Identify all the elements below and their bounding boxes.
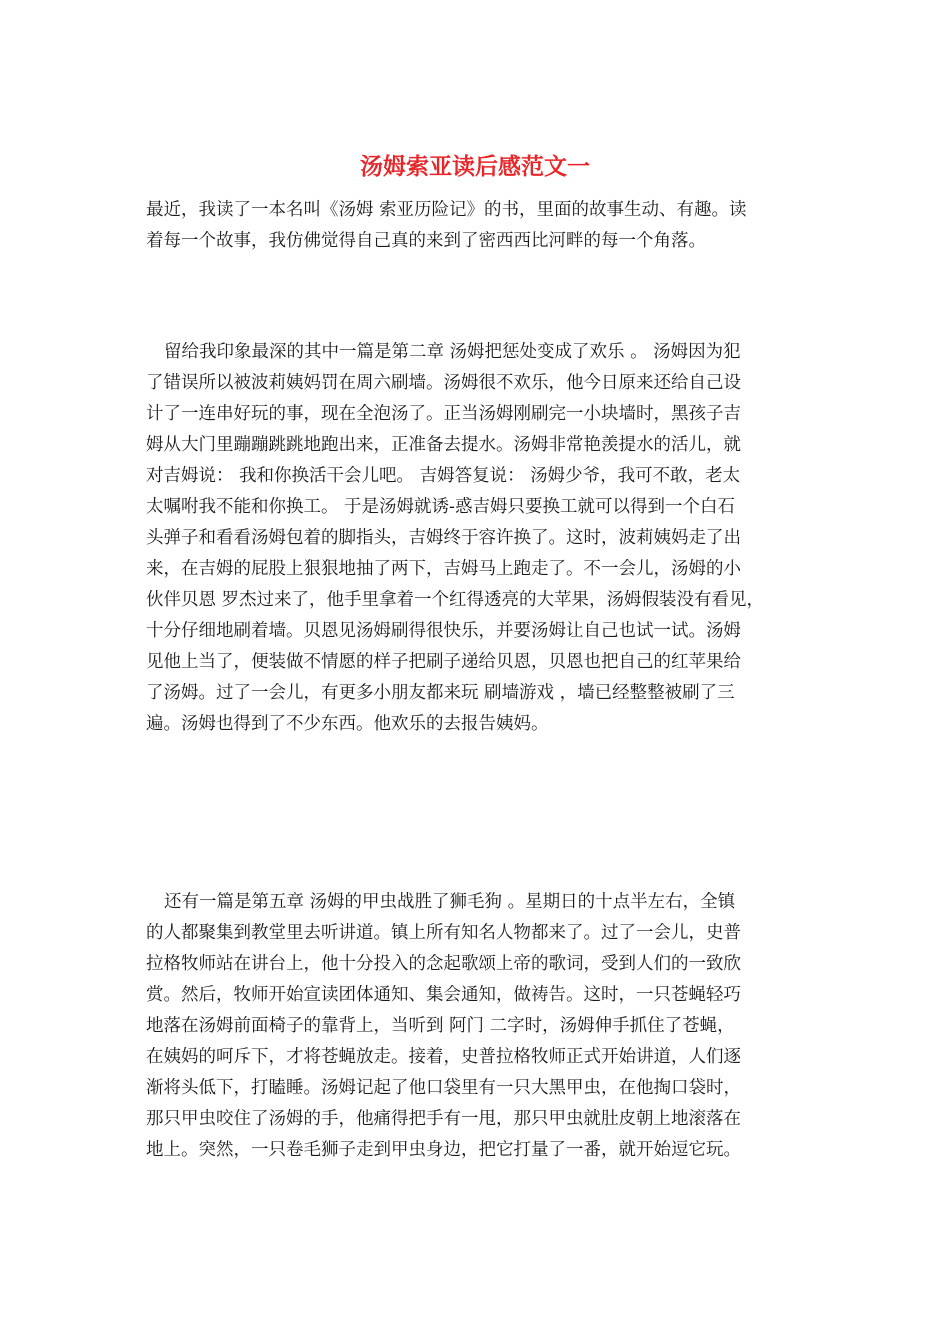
- paragraph-line: 留给我印象最深的其中一篇是第二章 汤姆把惩处变成了欢乐 。 汤姆因为犯: [164, 342, 741, 362]
- paragraph-line: 赏。然后，牧师开始宣读团体通知、集会通知，做祷告。这时，一只苍蝇轻巧: [146, 985, 741, 1005]
- paragraph-line: 十分仔细地刷着墙。贝恩见汤姆刷得很快乐，并要汤姆让自己也试一试。汤姆: [146, 621, 741, 641]
- paragraph-line: 计了一连串好玩的事，现在全泡汤了。正当汤姆刚刷完一小块墙时，黑孩子吉: [146, 404, 741, 424]
- paragraph-line: 对吉姆说： 我和你换活干会儿吧。 吉姆答复说： 汤姆少爷，我可不敢，老太: [146, 466, 741, 486]
- paragraph-line: 着每一个故事，我仿佛觉得自己真的来到了密西西比河畔的每一个角落。: [146, 231, 706, 251]
- paragraph-line: 拉格牧师站在讲台上，他十分投入的念起歌颂上帝的歌词，受到人们的一致欣: [146, 954, 741, 974]
- paragraph-line: 了汤姆。过了一会儿，有更多小朋友都来玩 刷墙游戏 ，墙已经整整被刷了三: [146, 683, 735, 703]
- paragraph-line: 太嘱咐我不能和你换工。 于是汤姆就诱-惑吉姆只要换工就可以得到一个白石: [146, 497, 735, 517]
- paragraph-line: 最近，我读了一本名叫《汤姆 索亚历险记》的书，里面的故事生动、有趣。读: [146, 200, 747, 220]
- paragraph-1: [146, 195, 818, 257]
- paragraph-line: 头弹子和看看汤姆包着的脚指头，吉姆终于容许换了。这时，波莉姨妈走了出: [146, 528, 741, 548]
- paragraph-line: 的人都聚集到教堂里去听讲道。镇上所有知名人物都来了。过了一会儿，史普: [146, 923, 741, 943]
- paragraph-3: [146, 887, 818, 1166]
- paragraph-line: 还有一篇是第五章 汤姆的甲虫战胜了狮毛狗 。星期日的十点半左右，全镇: [164, 892, 736, 912]
- paragraph-line: 在姨妈的呵斥下，才将苍蝇放走。接着，史普拉格牧师正式开始讲道，人们逐: [146, 1047, 741, 1067]
- paragraph-line: 地落在汤姆前面椅子的靠背上，当听到 阿门 二字时，汤姆伸手抓住了苍蝇，: [146, 1016, 735, 1036]
- paragraph-line: 渐将头低下，打瞌睡。汤姆记起了他口袋里有一只大黑甲虫，在他掏口袋时，: [146, 1078, 741, 1098]
- paragraph-line: 来，在吉姆的屁股上狠狠地抽了两下，吉姆马上跑走了。不一会儿，汤姆的小: [146, 559, 741, 579]
- paragraph-line: 伙伴贝恩 罗杰过来了，他手里拿着一个红得透亮的大苹果，汤姆假装没有看见，: [146, 590, 765, 610]
- paragraph-line: 见他上当了，便装做不情愿的样子把刷子递给贝恩，贝恩也把自己的红苹果给: [146, 652, 741, 672]
- paragraph-line: 地上。突然，一只卷毛狮子走到甲虫身边，把它打量了一番，就开始逗它玩。: [146, 1140, 741, 1160]
- paragraph-line: 那只甲虫咬住了汤姆的手，他痛得把手有一甩，那只甲虫就肚皮朝上地滚落在: [146, 1109, 741, 1129]
- paragraph-line: 了错误所以被波莉姨妈罚在周六刷墙。汤姆很不欢乐，他今日原来还给自己设: [146, 373, 741, 393]
- paragraph-line: 遍。汤姆也得到了不少东西。他欢乐的去报告姨妈。: [146, 714, 549, 734]
- document-title: 汤姆索亚读后感范文一: [360, 154, 590, 180]
- paragraph-2: [146, 337, 818, 740]
- paragraph-line: 姆从大门里蹦蹦跳跳地跑出来，正准备去提水。汤姆非常艳羡提水的活儿，就: [146, 435, 741, 455]
